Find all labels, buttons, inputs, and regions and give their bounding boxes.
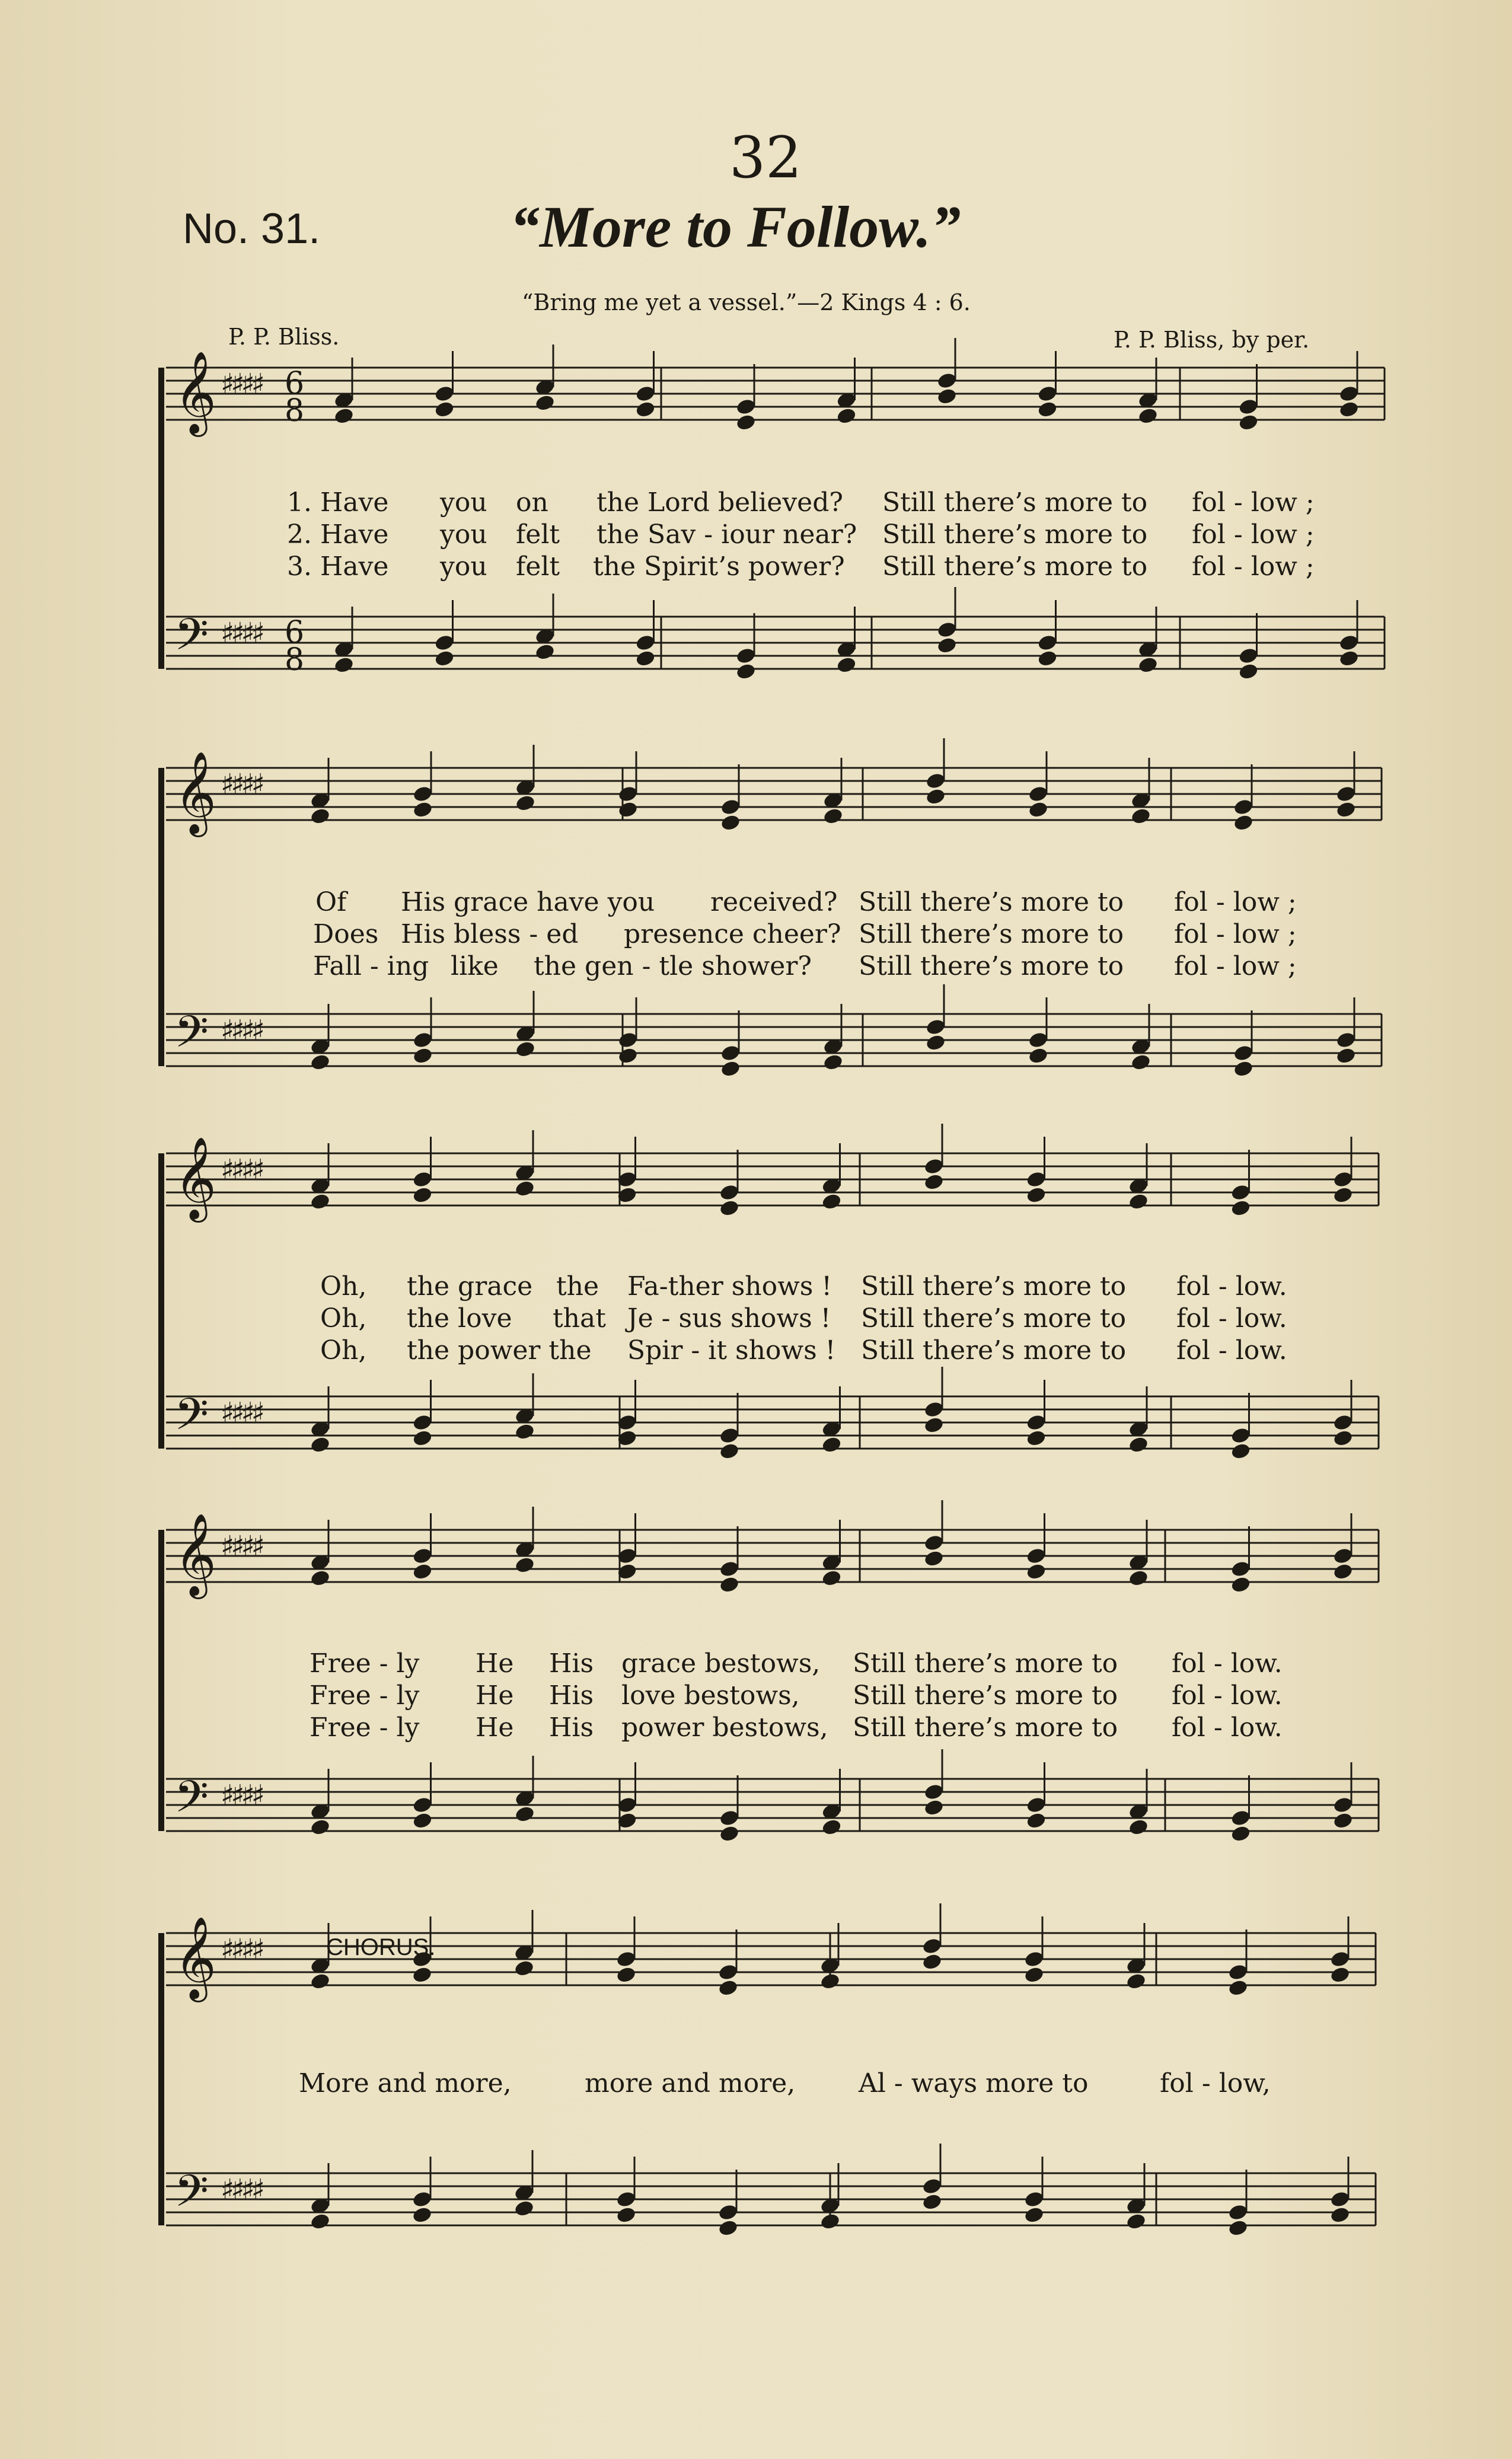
lyric-s4-l3-a: Free - ly [310, 1712, 420, 1743]
treble-key-signature-5: ♯♯♯♯ [221, 1933, 261, 1966]
treble-note-head-3 [923, 1173, 945, 1191]
treble-note-head-5 [717, 1979, 739, 1997]
bass-note-head-2 [1335, 1047, 1357, 1065]
lyric-s2-l3-a: Fall - ing [313, 951, 429, 981]
hymn-title: “More to Follow.” [510, 194, 961, 260]
lyric-s4-l2-d: love bestows, [621, 1680, 800, 1711]
treble-note-head-1 [936, 387, 958, 406]
treble-note-head-2 [412, 800, 433, 819]
lyric-s4-l3-e: Still there’s more to [853, 1712, 1118, 1743]
treble-note-head-2 [1233, 814, 1254, 832]
bass-note-head-3 [1332, 1429, 1354, 1447]
chorus-label: CHORUS. [326, 1934, 436, 1960]
treble-clef-4: 𝄞 [174, 1513, 216, 1596]
bass-note-head-1 [1238, 662, 1259, 681]
treble-key-signature-4: ♯♯♯♯ [221, 1530, 261, 1563]
lyric-s1-l1-f: fol - low ; [1192, 487, 1315, 518]
treble-note-head-5 [1227, 1979, 1249, 1997]
bass-note-head-2 [1130, 1053, 1151, 1071]
lyric-s3-l1-c: the [556, 1271, 599, 1302]
treble-note-head-1 [1238, 413, 1259, 432]
treble-note-head-1 [534, 394, 556, 412]
bass-note-head-3 [821, 1436, 843, 1454]
treble-note-head-5 [615, 1966, 637, 1984]
treble-note-head-4 [412, 1562, 433, 1581]
bass-key-signature-4: ♯♯♯♯ [221, 1779, 261, 1812]
bass-key-signature-1: ♯♯♯♯ [221, 617, 261, 650]
bass-note-head-1 [635, 649, 656, 668]
treble-note-head-2 [1028, 800, 1049, 819]
lyric-s2-l1-a: Of [315, 887, 347, 917]
lyric-s2-l2-e: fol - low ; [1174, 919, 1297, 949]
lyric-chorus-c: Al - ways more to [859, 2068, 1089, 2098]
treble-note-head-2 [720, 814, 741, 832]
treble-note-head-4 [821, 1569, 843, 1587]
treble-note-head-5 [310, 1972, 331, 1991]
treble-clef-1: 𝄞 [174, 351, 216, 433]
treble-note-head-3 [310, 1192, 331, 1211]
bass-note-head-3 [1026, 1429, 1047, 1447]
bass-note-head-3 [412, 1429, 433, 1447]
bass-clef-2: 𝄢 [174, 1006, 209, 1069]
bass-note-head-1 [735, 662, 757, 681]
treble-note-head-2 [1130, 807, 1151, 825]
lyric-s3-l1-e: Still there’s more to [861, 1271, 1127, 1302]
treble-note-head-1 [333, 407, 355, 425]
lyric-s1-l3-e: Still there’s more to [882, 551, 1148, 582]
lyric-chorus-a: More and more, [299, 2068, 512, 2098]
lyric-s2-l1-e: fol - low ; [1174, 887, 1297, 917]
lyric-s1-l2-c: felt [516, 519, 560, 550]
treble-note-head-3 [1332, 1186, 1354, 1204]
lyric-s3-l2-f: fol - low. [1176, 1303, 1287, 1334]
lyric-s3-l2-c: that [553, 1303, 606, 1334]
bass-note-head-5 [615, 2206, 637, 2224]
bass-note-head-3 [310, 1436, 331, 1454]
lyric-s1-l2-e: Still there’s more to [882, 519, 1148, 550]
lyric-s4-l1-f: fol - low. [1172, 1648, 1283, 1679]
lyric-s3-l1-d: Fa-ther shows ! [627, 1271, 832, 1302]
bass-note-head-1 [534, 643, 556, 661]
bass-note-head-5 [1023, 2206, 1045, 2224]
lyric-s2-l2-d: Still there’s more to [859, 919, 1124, 949]
lyric-s4-l2-c: His [549, 1680, 594, 1711]
treble-note-head-1 [1137, 407, 1159, 425]
bass-clef-3: 𝄢 [174, 1389, 209, 1451]
lyric-s2-l3-d: Still there’s more to [859, 951, 1124, 981]
lyric-s2-l1-c: received? [710, 887, 838, 917]
lyric-s2-l3-c: the gen - tle shower? [534, 951, 812, 981]
lyric-s3-l3-d: Still there’s more to [861, 1335, 1127, 1366]
bass-note-head-4 [1332, 1811, 1354, 1830]
bass-note-head-2 [822, 1053, 844, 1071]
treble-clef-2: 𝄞 [174, 751, 216, 834]
treble-note-head-5 [1329, 1966, 1351, 1984]
lyric-s4-l2-f: fol - low. [1172, 1680, 1283, 1711]
bass-note-head-4 [821, 1818, 843, 1836]
bass-note-head-3 [1230, 1442, 1252, 1460]
lyric-s4-l2-e: Still there’s more to [853, 1680, 1118, 1711]
lyric-s2-l2-b: His bless - ed [401, 919, 579, 949]
lyric-s1-l1-e: Still there’s more to [882, 487, 1148, 518]
lyric-s3-l1-f: fol - low. [1176, 1271, 1287, 1302]
lyric-s3-l2-b: the love [407, 1303, 512, 1334]
treble-note-head-4 [514, 1556, 535, 1574]
bass-note-head-4 [514, 1805, 535, 1823]
bass-note-head-5 [412, 2206, 433, 2224]
bass-note-head-4 [412, 1811, 433, 1830]
treble-note-head-3 [1128, 1192, 1149, 1211]
treble-note-head-2 [925, 787, 946, 806]
bass-note-head-5 [513, 2199, 535, 2218]
bass-time-signature-1: 8 [285, 642, 305, 678]
lyric-s4-l2-b: He [476, 1680, 514, 1711]
bass-key-signature-5: ♯♯♯♯ [221, 2173, 261, 2206]
treble-note-head-3 [821, 1192, 843, 1211]
treble-note-head-3 [412, 1186, 433, 1204]
lyric-s2-l1-b: His grace have you [401, 887, 655, 917]
lyric-s4-l3-f: fol - low. [1172, 1712, 1283, 1743]
bass-note-head-4 [1026, 1811, 1047, 1830]
treble-note-head-1 [635, 400, 656, 419]
bass-note-head-5 [921, 2193, 943, 2211]
bass-note-head-1 [434, 649, 455, 668]
lyric-s1-l3-c: felt [516, 551, 560, 582]
lyric-s4-l1-c: His [549, 1648, 594, 1679]
bass-note-head-4 [1128, 1818, 1149, 1836]
bass-key-signature-3: ♯♯♯♯ [221, 1396, 261, 1430]
treble-note-head-1 [434, 400, 455, 419]
lyric-s1-l3-b: you [440, 551, 487, 582]
treble-note-head-4 [1026, 1562, 1047, 1581]
bass-note-head-1 [836, 656, 857, 674]
lyric-s3-l3-c: Spir - it shows ! [627, 1335, 836, 1366]
bass-key-signature-2: ♯♯♯♯ [221, 1014, 261, 1047]
treble-key-signature-2: ♯♯♯♯ [221, 768, 261, 801]
bass-note-head-3 [514, 1423, 535, 1441]
lyric-s4-l3-c: His [549, 1712, 594, 1743]
lyric-s4-l2-a: Free - ly [310, 1680, 420, 1711]
lyric-s2-l1-d: Still there’s more to [859, 887, 1124, 917]
treble-note-head-4 [310, 1569, 331, 1587]
lyric-s1-l1-c: on [516, 487, 548, 518]
treble-note-head-4 [1332, 1562, 1354, 1581]
bass-clef-4: 𝄢 [174, 1771, 209, 1833]
bass-note-head-4 [1230, 1825, 1252, 1843]
bass-note-head-4 [923, 1798, 945, 1817]
lyric-s4-l1-b: He [476, 1648, 514, 1679]
lyric-s1-l3-f: fol - low ; [1192, 551, 1315, 582]
treble-note-head-5 [921, 1953, 943, 1971]
bass-note-head-5 [1125, 2212, 1147, 2231]
treble-note-head-2 [617, 800, 639, 819]
bass-note-head-1 [936, 636, 958, 655]
treble-note-head-1 [735, 413, 757, 432]
treble-note-head-3 [514, 1179, 535, 1198]
bass-time-signature-1: 6 [285, 615, 305, 650]
treble-note-head-1 [1037, 400, 1058, 419]
lyric-s3-l2-d: Je - sus shows ! [627, 1303, 831, 1334]
bass-note-head-3 [923, 1416, 945, 1434]
epigraph: “Bring me yet a vessel.”—2 Kings 4 : 6. [522, 289, 971, 315]
treble-note-head-3 [1026, 1186, 1047, 1204]
treble-note-head-1 [836, 407, 857, 425]
lyric-s3-l3-a: Oh, [320, 1335, 367, 1366]
bass-note-head-5 [1329, 2206, 1351, 2224]
lyric-s4-l3-d: power bestows, [621, 1712, 828, 1743]
lyric-s1-l2-f: fol - low ; [1192, 519, 1315, 550]
bass-note-head-5 [310, 2212, 331, 2231]
hymn-number: No. 31. [183, 205, 321, 253]
treble-note-head-4 [1128, 1569, 1149, 1587]
lyric-s2-l3-b: like [451, 951, 499, 981]
treble-clef-3: 𝄞 [174, 1137, 216, 1219]
bass-clef-5: 𝄢 [174, 2165, 209, 2228]
bass-note-head-4 [719, 1825, 740, 1843]
bass-note-head-3 [1128, 1436, 1149, 1454]
lyric-s2-l2-c: presence cheer? [624, 919, 841, 949]
bass-clef-1: 𝄢 [174, 609, 209, 671]
bass-note-head-3 [719, 1442, 740, 1460]
lyric-s1-l2-d: the Sav - iour near? [596, 519, 857, 550]
bass-note-head-2 [1028, 1047, 1049, 1065]
bass-note-head-2 [617, 1047, 639, 1065]
treble-note-head-2 [515, 794, 536, 812]
lyric-s2-l2-a: Does [313, 919, 379, 949]
bass-note-head-2 [1233, 1060, 1254, 1078]
bass-note-head-1 [1037, 649, 1058, 668]
treble-note-head-5 [1125, 1972, 1147, 1991]
treble-note-head-4 [719, 1575, 740, 1594]
treble-note-head-5 [819, 1972, 841, 1991]
words-credit: P. P. Bliss. [228, 324, 340, 350]
treble-note-head-3 [1230, 1199, 1252, 1217]
lyric-s4-l1-a: Free - ly [310, 1648, 420, 1679]
music-credit: P. P. Bliss, by per. [1114, 327, 1310, 353]
bass-note-head-1 [1338, 649, 1360, 668]
treble-note-head-4 [1230, 1575, 1252, 1594]
lyric-s3-l2-a: Oh, [320, 1303, 367, 1334]
lyric-s4-l3-b: He [476, 1712, 514, 1743]
treble-note-head-3 [719, 1199, 740, 1217]
lyric-s1-l2-b: you [440, 519, 487, 550]
treble-note-head-1 [1338, 400, 1360, 419]
lyric-s2-l3-e: fol - low ; [1174, 951, 1297, 981]
lyric-s1-l3-a: 3. Have [287, 551, 389, 582]
treble-time-signature-1: 8 [285, 393, 305, 429]
treble-key-signature-1: ♯♯♯♯ [221, 368, 261, 401]
lyric-s1-l1-b: you [440, 487, 487, 518]
bass-note-head-1 [333, 656, 355, 674]
lyric-s4-l1-d: grace bestows, [621, 1648, 821, 1679]
bass-note-head-2 [310, 1053, 331, 1071]
treble-note-head-5 [1023, 1966, 1045, 1984]
treble-clef-5: 𝄞 [174, 1916, 216, 1999]
treble-time-signature-1: 6 [285, 366, 305, 401]
treble-note-head-2 [822, 807, 844, 825]
bass-note-head-2 [515, 1040, 536, 1058]
bass-note-head-5 [1227, 2219, 1249, 2237]
lyric-s3-l2-e: Still there’s more to [861, 1303, 1127, 1334]
bass-note-head-2 [720, 1060, 741, 1078]
lyric-s1-l1-d: the Lord believed? [596, 487, 843, 518]
lyric-s3-l3-b: the power the [407, 1335, 592, 1366]
treble-key-signature-3: ♯♯♯♯ [221, 1153, 261, 1187]
lyric-s3-l3-e: fol - low. [1176, 1335, 1287, 1366]
treble-note-head-2 [310, 807, 331, 825]
treble-note-head-4 [923, 1549, 945, 1568]
treble-note-head-5 [513, 1959, 535, 1978]
bass-note-head-2 [925, 1034, 946, 1052]
lyric-chorus-b: more and more, [585, 2068, 796, 2098]
treble-note-head-5 [412, 1966, 433, 1984]
lyric-s1-l1-a: 1. Have [287, 487, 389, 518]
lyric-s4-l1-e: Still there’s more to [853, 1648, 1118, 1679]
lyric-s1-l3-d: the Spirit’s power? [593, 551, 845, 582]
lyric-s3-l1-b: the grace [407, 1271, 533, 1302]
bass-note-head-5 [717, 2219, 739, 2237]
lyric-s1-l2-a: 2. Have [287, 519, 389, 550]
bass-note-head-4 [310, 1818, 331, 1836]
bass-note-head-2 [412, 1047, 433, 1065]
lyric-s3-l1-a: Oh, [320, 1271, 367, 1302]
lyric-chorus-d: fol - low, [1160, 2068, 1271, 2098]
page-number: 32 [729, 125, 802, 191]
bass-note-head-1 [1137, 656, 1159, 674]
bass-note-head-5 [819, 2212, 841, 2231]
treble-note-head-2 [1335, 800, 1357, 819]
